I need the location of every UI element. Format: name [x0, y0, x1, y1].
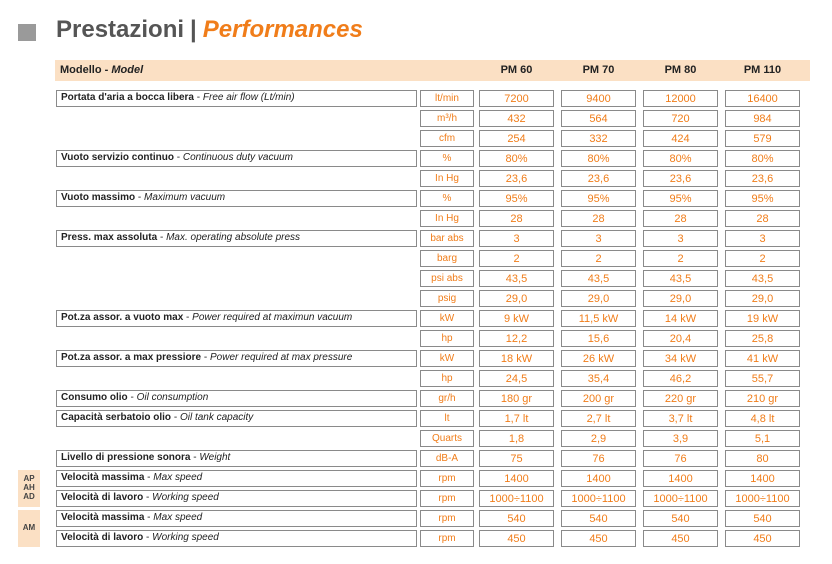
row-unit: cfm	[438, 133, 456, 144]
row-value: 80%	[751, 153, 774, 165]
row-unit: barg	[436, 253, 457, 264]
row-label-italian: Consumo olio	[61, 392, 128, 403]
row-label	[61, 152, 293, 164]
side-tag-line: AM	[22, 523, 36, 532]
row-value: 18 kW	[500, 353, 533, 365]
row-value: 3	[513, 233, 520, 245]
row-label-dash: -	[159, 232, 164, 243]
row-label-english: Working speed	[152, 492, 219, 503]
row-label	[61, 452, 230, 464]
row-value: 2	[595, 253, 602, 265]
row-value: 564	[589, 113, 608, 125]
row-value: 23,6	[587, 173, 610, 185]
row-value: 2,9	[590, 433, 607, 445]
row-unit: %	[442, 193, 452, 204]
row-value: 1400	[586, 473, 611, 485]
row-value: 15,6	[587, 333, 610, 345]
row-label-italian: Velocità di lavoro	[61, 532, 144, 543]
row-unit: lt	[444, 413, 450, 424]
row-value: 1,7 lt	[504, 413, 529, 425]
row-value: 12000	[665, 93, 696, 105]
row-value: 3	[595, 233, 602, 245]
row-value: 75	[510, 453, 523, 465]
header-square-icon	[18, 24, 36, 41]
row-value: 210 gr	[746, 393, 779, 405]
row-label	[61, 312, 352, 324]
row-value: 2	[513, 253, 520, 265]
row-value: 80%	[587, 153, 610, 165]
row-unit: rpm	[438, 533, 456, 544]
row-label-dash: -	[196, 92, 201, 103]
row-value: 540	[589, 513, 608, 525]
row-value: 23,6	[669, 173, 692, 185]
row-unit: bar abs	[430, 233, 464, 244]
row-unit: rpm	[438, 493, 456, 504]
row-value: 28	[674, 213, 687, 225]
row-value: 80%	[669, 153, 692, 165]
row-value: 1400	[668, 473, 693, 485]
row-value: 540	[753, 513, 772, 525]
row-value: 540	[507, 513, 526, 525]
row-unit: rpm	[438, 473, 456, 484]
row-unit: gr/h	[438, 393, 456, 404]
row-value: 2	[677, 253, 684, 265]
side-tag-line: AP	[23, 474, 35, 483]
row-label-dash: -	[176, 152, 181, 163]
row-label	[61, 352, 352, 364]
row-unit: In Hg	[435, 213, 459, 224]
row-value: 1000÷1100	[571, 493, 626, 505]
row-value: 4,8 lt	[750, 413, 775, 425]
row-label-dash: -	[146, 532, 150, 543]
title-separator: |	[190, 16, 197, 43]
row-value: 3	[759, 233, 766, 245]
row-value: 450	[589, 533, 608, 545]
row-value: 76	[674, 453, 687, 465]
row-value: 43,5	[505, 273, 528, 285]
row-unit: kW	[439, 313, 455, 324]
row-label-dash: -	[186, 312, 190, 323]
row-value: 1400	[750, 473, 775, 485]
row-label-english: Continuous duty vacuum	[182, 152, 293, 163]
row-label-english: Power required at max pressure	[209, 352, 353, 363]
row-label-english: Max speed	[153, 472, 203, 483]
row-value: 43,5	[587, 273, 610, 285]
row-unit: m³/h	[437, 113, 457, 124]
row-label-dash: -	[146, 492, 150, 503]
row-value: 34 kW	[664, 353, 697, 365]
row-label-english: Oil tank capacity	[179, 412, 254, 423]
row-label-italian: Vuoto servizio continuo	[61, 152, 174, 163]
row-value: 180 gr	[500, 393, 533, 405]
row-label-dash: -	[130, 392, 134, 403]
row-value: 2,7 lt	[586, 413, 611, 425]
row-value: 29,0	[669, 293, 692, 305]
row-label-english: Power required at maximun vacuum	[192, 312, 353, 323]
row-unit: Quarts	[431, 433, 462, 444]
row-label-italian: Velocità di lavoro	[61, 492, 144, 503]
row-label	[61, 92, 295, 104]
row-value: 20,4	[669, 333, 692, 345]
row-label-english: Oil consumption	[136, 392, 209, 403]
row-value: 220 gr	[664, 393, 697, 405]
row-label-dash: -	[203, 352, 208, 363]
row-label-english: Max speed	[153, 512, 203, 523]
model-header-label: Modello - Model	[60, 64, 144, 76]
row-value: 43,5	[751, 273, 774, 285]
row-value: 9 kW	[503, 313, 530, 325]
row-value: 95%	[751, 193, 774, 205]
row-value: 1400	[504, 473, 529, 485]
row-label-english: Free air flow (Lt/min)	[202, 92, 295, 103]
row-value: 1000÷1100	[489, 493, 544, 505]
row-label	[61, 392, 208, 404]
row-unit: hp	[441, 333, 453, 344]
row-unit: kW	[439, 353, 455, 364]
row-value: 80	[756, 453, 769, 465]
row-value: 43,5	[669, 273, 692, 285]
row-label-italian: Capacità serbatoio olio	[61, 412, 172, 423]
row-value: 254	[507, 133, 526, 145]
model-header-pm110: PM 110	[743, 64, 782, 76]
row-value: 2	[759, 253, 766, 265]
model-header-pm70: PM 70	[582, 64, 615, 76]
row-value: 29,0	[751, 293, 774, 305]
row-value: 76	[592, 453, 605, 465]
row-label-italian: Livello di pressione sonora	[61, 452, 191, 463]
row-label-english: Weight	[199, 452, 231, 463]
row-label-italian: Press. max assoluta	[61, 232, 158, 243]
row-value: 95%	[669, 193, 692, 205]
row-value: 200 gr	[582, 393, 615, 405]
row-unit: psi abs	[431, 273, 463, 284]
row-label-english: Working speed	[152, 532, 219, 543]
row-value: 55,7	[751, 373, 774, 385]
side-tag	[18, 470, 40, 507]
row-value: 984	[753, 113, 772, 125]
page-title	[56, 16, 363, 44]
row-unit: dB-A	[435, 453, 459, 464]
row-value: 95%	[505, 193, 528, 205]
row-value: 26 kW	[582, 353, 615, 365]
row-value: 28	[756, 213, 769, 225]
row-label-dash: -	[137, 192, 142, 203]
row-value: 12,2	[505, 333, 528, 345]
row-value: 14 kW	[664, 313, 697, 325]
row-value: 1,8	[508, 433, 525, 445]
title-italian: Prestazioni	[56, 16, 185, 43]
row-value: 579	[753, 133, 772, 145]
row-label-italian: Pot.za assor. a vuoto max	[61, 312, 184, 323]
row-label-english: Maximum vacuum	[144, 192, 226, 203]
row-unit: In Hg	[435, 173, 459, 184]
row-value: 332	[589, 133, 608, 145]
row-value: 35,4	[587, 373, 610, 385]
row-label-italian: Pot.za assor. a max pressiore	[61, 352, 202, 363]
row-label-dash: -	[147, 472, 151, 483]
row-label	[61, 232, 300, 244]
row-unit: lt/min	[435, 93, 459, 104]
row-unit: rpm	[438, 513, 456, 524]
row-unit: %	[442, 153, 452, 164]
row-value: 23,6	[751, 173, 774, 185]
row-value: 9400	[586, 93, 611, 105]
row-label	[61, 512, 202, 524]
row-value: 28	[510, 213, 523, 225]
row-value: 432	[507, 113, 526, 125]
side-tag	[18, 510, 40, 547]
row-value: 450	[753, 533, 772, 545]
row-value: 7200	[504, 93, 529, 105]
row-unit: hp	[441, 373, 453, 384]
row-value: 24,5	[505, 373, 528, 385]
row-value: 16400	[747, 93, 778, 105]
row-value: 1000÷1100	[735, 493, 790, 505]
row-value: 11,5 kW	[578, 313, 619, 325]
row-unit: psig	[437, 293, 457, 304]
side-tag-line: AD	[23, 492, 35, 501]
row-value: 80%	[505, 153, 528, 165]
row-value: 450	[671, 533, 690, 545]
row-value: 29,0	[587, 293, 610, 305]
row-label-dash: -	[147, 512, 151, 523]
row-value: 3,7 lt	[668, 413, 693, 425]
row-value: 28	[592, 213, 605, 225]
row-value: 1000÷1100	[653, 493, 708, 505]
row-value: 424	[671, 133, 690, 145]
row-label-italian: Portata d'aria a bocca libera	[61, 92, 194, 103]
row-value: 720	[671, 113, 690, 125]
row-value: 29,0	[505, 293, 528, 305]
row-value: 450	[507, 533, 526, 545]
row-label	[61, 472, 202, 484]
row-value: 95%	[587, 193, 610, 205]
row-value: 3,9	[672, 433, 689, 445]
row-value: 46,2	[669, 373, 692, 385]
row-value: 25,8	[751, 333, 774, 345]
row-value: 23,6	[505, 173, 528, 185]
row-label	[61, 492, 219, 504]
row-value: 19 kW	[746, 313, 779, 325]
row-label	[61, 412, 253, 424]
row-value: 41 kW	[746, 353, 779, 365]
row-label-dash: -	[173, 412, 178, 423]
row-label-english: Max. operating absolute press	[166, 232, 301, 243]
row-value: 5,1	[754, 433, 771, 445]
row-label	[61, 532, 219, 544]
side-tag-line: AH	[23, 483, 35, 492]
row-value: 3	[677, 233, 684, 245]
model-header-pm60: PM 60	[500, 64, 533, 76]
model-header-pm80: PM 80	[664, 64, 697, 76]
row-label-italian: Velocità massima	[61, 472, 145, 483]
row-label-dash: -	[193, 452, 197, 463]
title-english: Performances	[202, 16, 363, 43]
row-label-italian: Velocità massima	[61, 512, 145, 523]
row-value: 540	[671, 513, 690, 525]
row-label-italian: Vuoto massimo	[61, 192, 136, 203]
row-label	[61, 192, 225, 204]
